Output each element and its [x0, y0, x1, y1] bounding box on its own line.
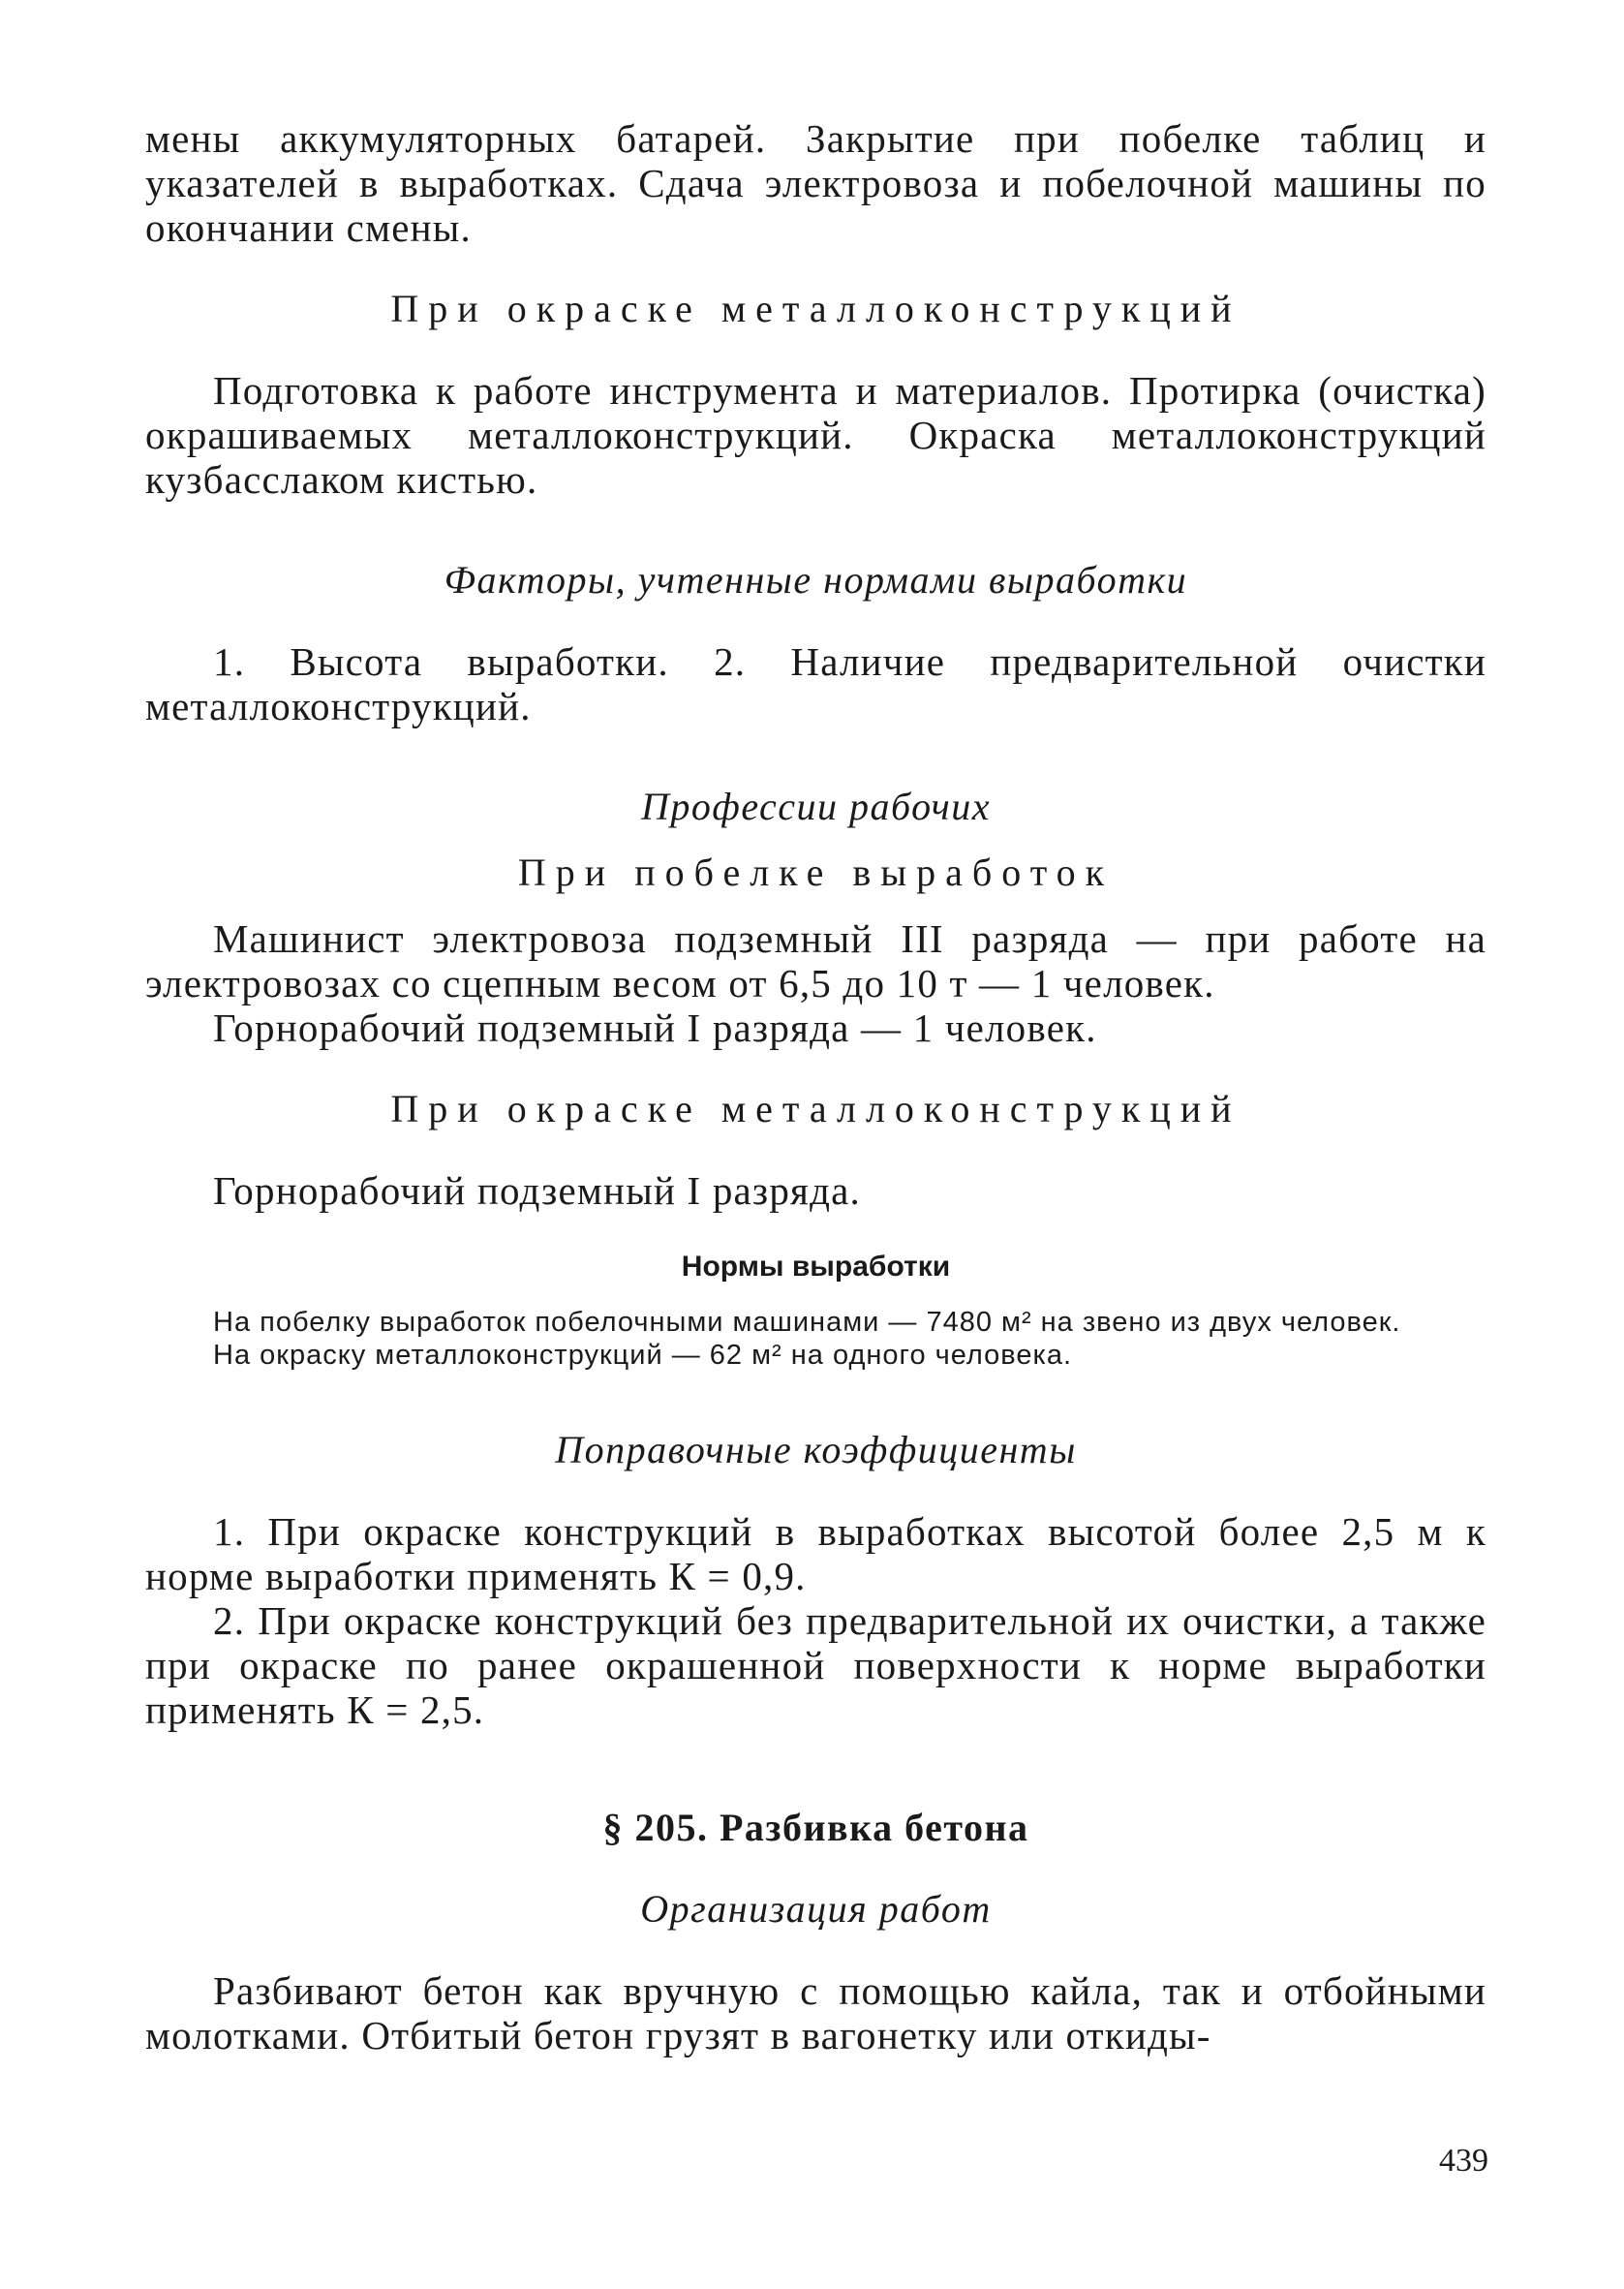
section-title: § 205. Разбивка бетона — [602, 1806, 1029, 1849]
subheading-whitewash: При побелке выработок — [517, 851, 1115, 894]
norm-painting: На окраску металлоконструкций — 62 м² на одного человека. — [213, 1340, 1073, 1371]
paragraph-preparation: Подготовка к работе инструмента и материалов. Протирка (очистка) окрашиваемых металлоконструкций. Окраска металлоконструкций кузбасслаком кистью. — [145, 368, 1486, 502]
paragraph-machinist: Машинист электровоза подземный III разряда — при работе на электровозах со сцепным весом от 6,5 до 10 т — 1 человек. — [145, 916, 1486, 1005]
page-content — [145, 116, 1486, 2057]
subheading-painting: При окраске металлоконструкций — [390, 287, 1241, 330]
subheading-painting-2: При окраске металлоконструкций — [390, 1087, 1241, 1130]
heading-factors: Факторы, учтенные нормами выработки — [444, 558, 1188, 602]
heading-coefficients: Поправочные коэффициенты — [555, 1428, 1077, 1471]
page-number: 439 — [1439, 2143, 1488, 2179]
heading-norms: Нормы выработки — [681, 1251, 951, 1283]
coefficient-2: 2. При окраске конструкций без предварительной их очистки, а также при окраске по ранее окрашенной поверхности к норме выработки применять К = 2,5. — [145, 1598, 1486, 1732]
paragraph-miner-2: Горнорабочий подземный I разряда. — [213, 1168, 861, 1213]
heading-professions: Профессии рабочих — [641, 785, 991, 828]
heading-organization: Организация работ — [640, 1887, 992, 1931]
paragraph-continuation: мены аккумуляторных батарей. Закрытие при побелке таблиц и указателей в выработках. Сдача электровоза и побелочной машины по окончании смены. — [145, 116, 1486, 250]
norm-whitewash: На побелку выработок побелочными машинами — 7480 м² на звено из двух человек. — [213, 1307, 1401, 1338]
coefficient-1: 1. При окраске конструкций в выработках высотой более 2,5 м к норме выработки применять К = 0,9. — [145, 1509, 1486, 1598]
paragraph-organization: Разбивают бетон как вручную с помощью кайла, так и отбойными молотками. Отбитый бетон грузят в вагонетку или откиды- — [145, 1968, 1486, 2057]
paragraph-miner-1: Горнорабочий подземный I разряда — 1 человек. — [213, 1005, 1097, 1050]
paragraph-factors: 1. Высота выработки. 2. Наличие предварительной очистки металлоконструкций. — [145, 639, 1486, 728]
